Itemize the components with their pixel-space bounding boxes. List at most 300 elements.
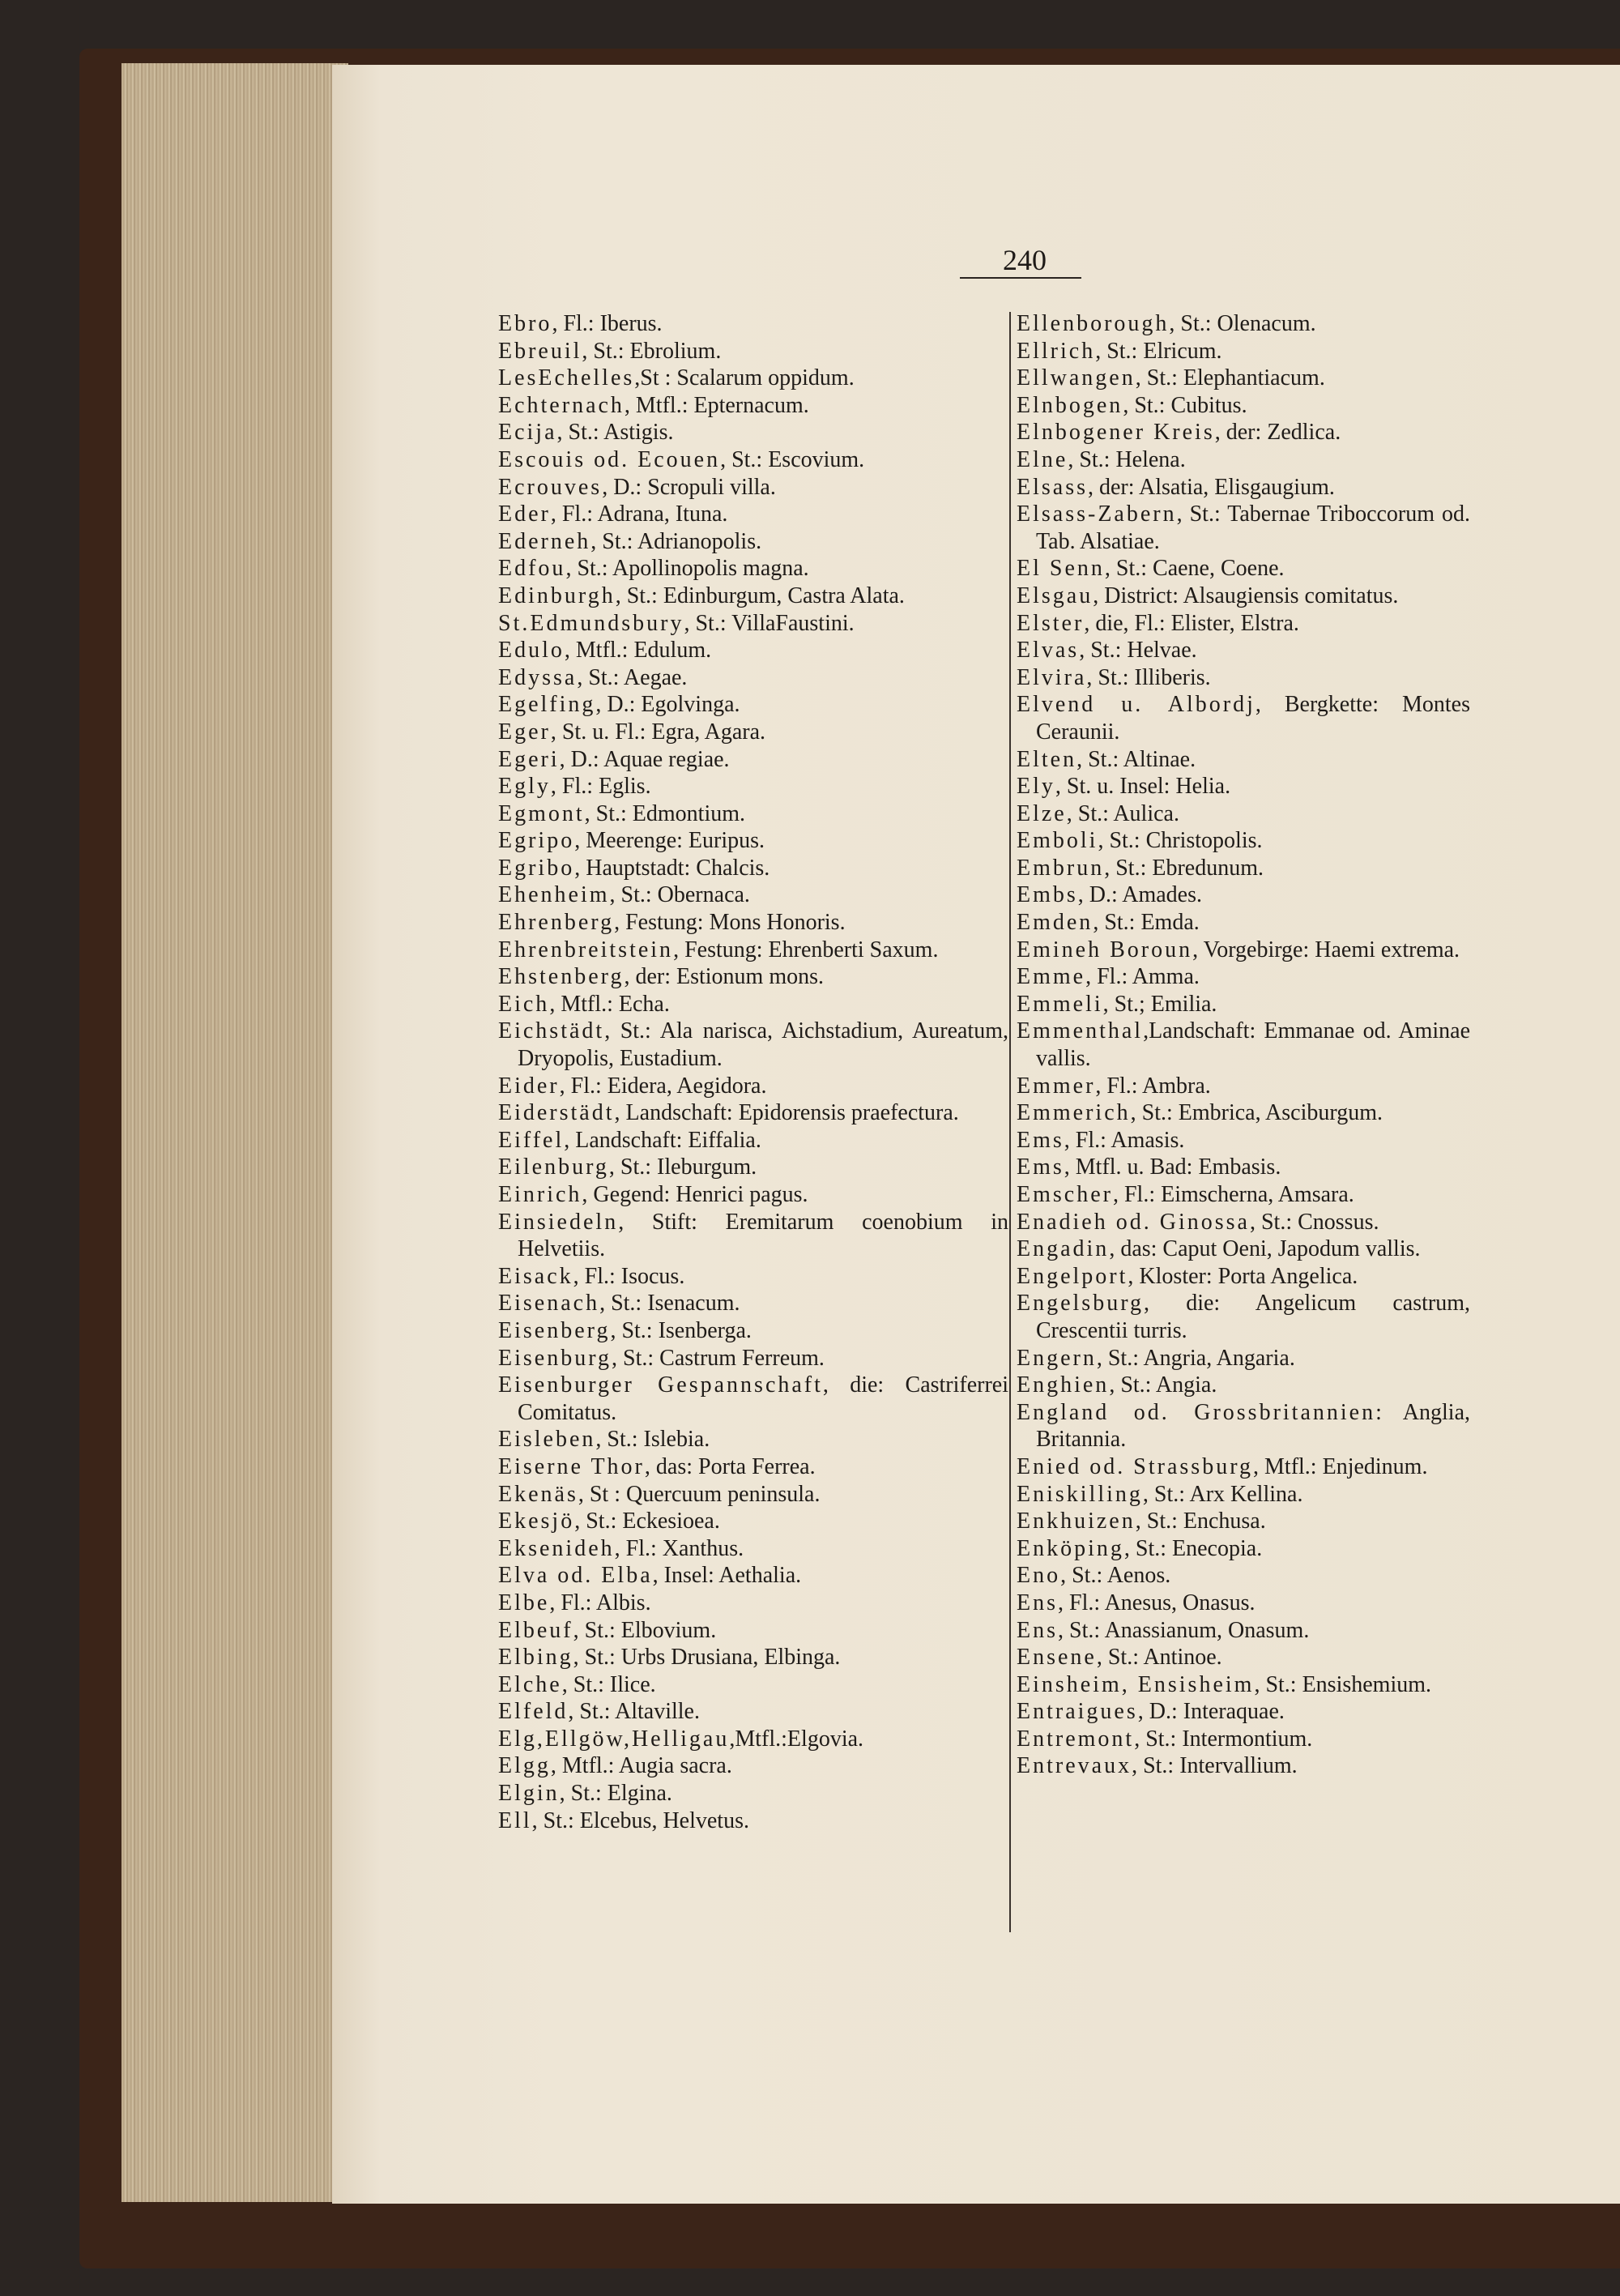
entry-definition: , St.: Tabernae Triboccorum od. Tab. Alsatiae. bbox=[1036, 501, 1470, 554]
dictionary-entry bbox=[498, 474, 1008, 501]
entry-definition: , St.: Ilice. bbox=[561, 1671, 656, 1697]
entry-headword: Emineh Boroun bbox=[1017, 937, 1193, 962]
entry-definition: , St.: Intervallium. bbox=[1132, 1753, 1298, 1779]
entry-headword: Elbe bbox=[498, 1590, 550, 1615]
entry-definition: , St.: Anassianum, Onasum. bbox=[1058, 1617, 1310, 1643]
entry-headword: Eksenideh bbox=[498, 1535, 615, 1561]
entry-definition: , St.: Olenacum. bbox=[1169, 311, 1316, 336]
entry-definition: , Fl.: Albis. bbox=[549, 1590, 651, 1615]
entry-definition: , St.: Illiberis. bbox=[1086, 664, 1211, 690]
entry-definition: , der: Estionum mons. bbox=[624, 964, 824, 990]
entry-headword: St.Edmundsbury bbox=[498, 610, 684, 636]
entry-definition: , Mtfl.: Augia sacra. bbox=[550, 1753, 732, 1779]
entry-headword: Edinburgh bbox=[498, 583, 616, 608]
entry-definition: , St.: Elcebus, Helvetus. bbox=[531, 1807, 749, 1833]
entry-definition: , St.: Elricum. bbox=[1095, 338, 1222, 364]
entry-headword: Entrevaux bbox=[1017, 1753, 1132, 1779]
entry-definition: ,St : Scalarum oppidum. bbox=[634, 365, 855, 391]
entry-headword: Eno bbox=[1017, 1563, 1061, 1589]
entry-headword: Eisleben bbox=[498, 1427, 596, 1453]
entry-definition: , Fl.: Isocus. bbox=[573, 1263, 685, 1289]
entry-headword: Ehrenberg bbox=[498, 910, 615, 936]
entry-definition: , St.: Adrianopolis. bbox=[590, 528, 762, 554]
entry-headword: Emmer bbox=[1017, 1073, 1096, 1099]
dictionary-entry bbox=[498, 1372, 1008, 1426]
entry-headword: Ebro bbox=[498, 311, 552, 336]
dictionary-entry bbox=[1017, 1644, 1470, 1671]
entry-headword: Elze bbox=[1017, 800, 1067, 826]
dictionary-entry bbox=[498, 1535, 1008, 1563]
dictionary-entry bbox=[498, 1181, 1008, 1209]
dictionary-entry bbox=[1017, 1453, 1470, 1481]
entry-headword: England od. Grossbritannien bbox=[1017, 1399, 1376, 1425]
dictionary-entry bbox=[498, 1481, 1008, 1509]
entry-definition: , D.: Scropuli villa. bbox=[602, 474, 776, 500]
entry-headword: Ellrich bbox=[1017, 338, 1096, 364]
entry-definition: , Mtfl.: Epternacum. bbox=[624, 392, 809, 418]
entry-headword: Entremont bbox=[1017, 1726, 1135, 1752]
dictionary-entry bbox=[498, 1671, 1008, 1699]
dictionary-entry bbox=[498, 1807, 1008, 1835]
entry-definition: , D.: Amades. bbox=[1077, 882, 1202, 908]
dictionary-entry bbox=[498, 610, 1008, 638]
entry-headword: Ellwangen bbox=[1017, 365, 1136, 391]
entry-definition: , St.: Embrica, Asciburgum. bbox=[1130, 1100, 1383, 1126]
dictionary-entry bbox=[1017, 773, 1470, 800]
dictionary-entry bbox=[498, 1562, 1008, 1590]
dictionary-entry bbox=[498, 1099, 1008, 1127]
dictionary-entry bbox=[498, 338, 1008, 365]
entry-definition: , Festung: Mons Honoris. bbox=[614, 910, 846, 936]
entry-definition: , St.: Isenberga. bbox=[610, 1317, 752, 1343]
entry-definition: , der: Zedlica. bbox=[1214, 420, 1341, 446]
dictionary-entry bbox=[1017, 1752, 1470, 1780]
entry-headword: Elgin bbox=[498, 1781, 560, 1807]
entry-headword: Escouis od. Ecouen bbox=[498, 446, 721, 472]
dictionary-entry bbox=[498, 1698, 1008, 1726]
entry-headword: Elnbogener Kreis bbox=[1017, 420, 1215, 446]
entry-headword: Eisack bbox=[498, 1263, 573, 1289]
entry-definition: , D.: Interaquae. bbox=[1137, 1699, 1285, 1725]
dictionary-entry bbox=[1017, 991, 1470, 1018]
entry-definition: , St.: Elbovium. bbox=[573, 1617, 717, 1643]
entry-headword: Egelfing bbox=[498, 692, 596, 718]
entry-definition: , St.: Astigis. bbox=[556, 420, 674, 446]
dictionary-entry bbox=[498, 1426, 1008, 1453]
entry-headword: Emscher bbox=[1017, 1182, 1113, 1207]
dictionary-entry bbox=[1017, 501, 1470, 555]
entry-definition: , der: Alsatia, Elisgaugium. bbox=[1088, 474, 1335, 500]
dictionary-entry bbox=[498, 691, 1008, 719]
entry-headword: Egribo bbox=[498, 855, 575, 881]
entry-headword: Enkhuizen bbox=[1017, 1509, 1136, 1534]
dictionary-entry bbox=[498, 1453, 1008, 1481]
entry-definition: , die, Fl.: Elister, Elstra. bbox=[1084, 610, 1299, 636]
dictionary-entry bbox=[1017, 1372, 1470, 1399]
dictionary-entry bbox=[498, 827, 1008, 855]
dictionary-entry bbox=[1017, 963, 1470, 991]
dictionary-entry bbox=[498, 310, 1008, 338]
entry-headword: Emme bbox=[1017, 964, 1086, 990]
entry-headword: Elgg bbox=[498, 1753, 551, 1779]
dictionary-entry bbox=[498, 419, 1008, 446]
entry-headword: Engern bbox=[1017, 1345, 1097, 1371]
entry-definition: , St.: Aulica. bbox=[1066, 800, 1179, 826]
entry-definition: , St.: Ebrolium. bbox=[582, 338, 722, 364]
entry-headword: Ems bbox=[1017, 1127, 1064, 1153]
entry-definition: , St.: Antinoe. bbox=[1096, 1645, 1222, 1671]
dictionary-entry bbox=[1017, 1154, 1470, 1181]
entry-headword: Embs bbox=[1017, 882, 1078, 908]
dictionary-entry bbox=[498, 991, 1008, 1018]
entry-headword: Emboli bbox=[1017, 828, 1098, 854]
entry-headword: Ems bbox=[1017, 1154, 1064, 1180]
entry-definition: , St. u. Insel: Helia. bbox=[1055, 774, 1231, 800]
entry-headword: Elva od. Elba bbox=[498, 1563, 653, 1589]
entry-definition: , Gegend: Henrici pagus. bbox=[582, 1182, 808, 1207]
entry-definition: , St.: Eckesioea. bbox=[574, 1509, 720, 1534]
entry-definition: , St.: Urbs Drusiana, Elbinga. bbox=[573, 1645, 841, 1671]
dictionary-entry bbox=[1017, 474, 1470, 501]
entry-headword: Ederneh bbox=[498, 528, 591, 554]
dictionary-entry bbox=[1017, 1698, 1470, 1726]
entry-headword: Edfou bbox=[498, 556, 566, 582]
dictionary-entry bbox=[498, 365, 1008, 392]
dictionary-entry bbox=[498, 1726, 1008, 1753]
entry-definition: , Fl.: Iberus. bbox=[552, 311, 663, 336]
entry-definition: , Mtfl.: Enjedinum. bbox=[1253, 1453, 1428, 1479]
dictionary-entry bbox=[498, 446, 1008, 474]
dictionary-entry bbox=[1017, 338, 1470, 365]
entry-headword: Eniskilling bbox=[1017, 1481, 1143, 1507]
entry-headword: Egripo bbox=[498, 828, 575, 854]
dictionary-entry bbox=[498, 1508, 1008, 1535]
entry-headword: Elche bbox=[498, 1671, 562, 1697]
entry-definition: , District: Alsaugiensis comitatus. bbox=[1093, 583, 1399, 608]
dictionary-entry bbox=[1017, 746, 1470, 774]
entry-definition: , St.: Edinburgum, Castra Alata. bbox=[615, 583, 905, 608]
entry-definition: , St.: Ala narisca, Aichstadium, Aureatum, Dryopolis, Eustadium. bbox=[518, 1018, 1008, 1072]
entry-headword: Elster bbox=[1017, 610, 1085, 636]
dictionary-entry bbox=[498, 637, 1008, 664]
entry-definition: , St.: Helvae. bbox=[1079, 638, 1197, 664]
entry-headword: Einsiedeln bbox=[498, 1209, 619, 1235]
dictionary-entry bbox=[498, 1590, 1008, 1617]
entry-definition: , Insel: Aethalia. bbox=[652, 1563, 802, 1589]
entry-definition: , St. u. Fl.: Egra, Agara. bbox=[550, 719, 766, 745]
entry-headword: Ellenborough bbox=[1017, 311, 1170, 336]
entry-headword: Egmont bbox=[498, 800, 585, 826]
entry-definition: , Fl.: Xanthus. bbox=[614, 1535, 744, 1561]
entry-headword: Elne bbox=[1017, 446, 1068, 472]
dictionary-entry bbox=[1017, 1235, 1470, 1263]
entry-definition: , St : Quercuum peninsula. bbox=[578, 1481, 821, 1507]
dictionary-entry bbox=[1017, 1018, 1470, 1072]
entry-definition: , St.: Elephantiacum. bbox=[1135, 365, 1325, 391]
entry-definition: , St.: Christopolis. bbox=[1098, 828, 1263, 854]
entry-headword: Ehstenberg bbox=[498, 964, 625, 990]
entry-headword: Eisenberg bbox=[498, 1317, 611, 1343]
entry-headword: Enköping bbox=[1017, 1535, 1124, 1561]
entry-definition: , St.: Helena. bbox=[1068, 446, 1186, 472]
entry-headword: Eisenburger Gespannschaft bbox=[498, 1372, 823, 1398]
dictionary-entry bbox=[498, 800, 1008, 828]
entry-headword: Ensene bbox=[1017, 1645, 1097, 1671]
entry-definition: , Fl.: Ambra. bbox=[1095, 1073, 1211, 1099]
entry-headword: Edyssa bbox=[498, 664, 578, 690]
dictionary-entry bbox=[498, 583, 1008, 610]
entry-definition: , Stift: Eremitarum coenobium in Helvetiis. bbox=[518, 1209, 1008, 1262]
entry-headword: Emmenthal bbox=[1017, 1018, 1144, 1044]
entry-definition: , Kloster: Porta Angelica. bbox=[1128, 1263, 1358, 1289]
dictionary-entry bbox=[1017, 1671, 1470, 1699]
entry-headword: Engelsburg bbox=[1017, 1291, 1145, 1317]
entry-headword: Enadieh od. Ginossa bbox=[1017, 1209, 1250, 1235]
page-edges bbox=[122, 63, 348, 2202]
entry-headword: Einrich bbox=[498, 1182, 582, 1207]
entry-definition: , Landschaft: Epidorensis praefectura. bbox=[614, 1100, 959, 1126]
entry-definition: , Bergkette: Montes Ceraunii. bbox=[1036, 692, 1470, 745]
entry-headword: Elnbogen bbox=[1017, 392, 1123, 418]
dictionary-entry bbox=[498, 664, 1008, 692]
entry-headword: Eich bbox=[498, 991, 550, 1017]
dictionary-entry bbox=[498, 909, 1008, 937]
dictionary-entry bbox=[1017, 800, 1470, 828]
entry-definition: , Hauptstadt: Chalcis. bbox=[574, 855, 770, 881]
dictionary-entry bbox=[498, 1752, 1008, 1780]
entry-definition: , Fl.: Amma. bbox=[1085, 964, 1200, 990]
dictionary-entry bbox=[498, 1209, 1008, 1263]
dictionary-entry bbox=[498, 773, 1008, 800]
entry-headword: Ell bbox=[498, 1807, 532, 1833]
entry-definition: ,Landschaft: Emmanae od. Aminae vallis. bbox=[1036, 1018, 1470, 1072]
entry-headword: Enied od. Strassburg bbox=[1017, 1453, 1254, 1479]
entry-headword: Ens bbox=[1017, 1617, 1058, 1643]
dictionary-entry bbox=[1017, 881, 1470, 909]
entry-definition: , St.: Isenacum. bbox=[599, 1291, 740, 1317]
entry-definition: , Fl.: Anesus, Onasus. bbox=[1058, 1590, 1256, 1615]
entry-definition: , St.: VillaFaustini. bbox=[684, 610, 855, 636]
column-divider bbox=[1009, 312, 1011, 1932]
dictionary-entry bbox=[498, 1127, 1008, 1154]
dictionary-entry bbox=[498, 937, 1008, 964]
dictionary-entry bbox=[1017, 937, 1470, 964]
entry-definition: , St.: Caene, Coene. bbox=[1104, 556, 1285, 582]
dictionary-entry bbox=[1017, 610, 1470, 638]
entry-headword: Eiderstädt bbox=[498, 1100, 615, 1126]
entry-definition: , St.: Ileburgum. bbox=[608, 1154, 757, 1180]
dictionary-entry bbox=[1017, 1345, 1470, 1372]
entry-headword: Ecrouves bbox=[498, 474, 603, 500]
dictionary-entry bbox=[498, 1345, 1008, 1372]
entry-headword: Ehenheim bbox=[498, 882, 610, 908]
entry-headword: Ely bbox=[1017, 774, 1055, 800]
dictionary-entry bbox=[1017, 827, 1470, 855]
entry-headword: Elbing bbox=[498, 1645, 573, 1671]
dictionary-entry bbox=[498, 1263, 1008, 1291]
entry-headword: Entraigues bbox=[1017, 1699, 1138, 1725]
dictionary-entry bbox=[1017, 1726, 1470, 1753]
entry-headword: Ens bbox=[1017, 1590, 1058, 1615]
entry-headword: Eisenach bbox=[498, 1291, 600, 1317]
entry-definition: , St.: Cnossus. bbox=[1249, 1209, 1379, 1235]
dictionary-entry bbox=[1017, 365, 1470, 392]
entry-headword: Edulo bbox=[498, 638, 565, 664]
dictionary-entry bbox=[1017, 1508, 1470, 1535]
entry-headword: LesEchelles bbox=[498, 365, 635, 391]
entry-headword: Eisenburg bbox=[498, 1345, 612, 1371]
entry-headword: Ekesjö bbox=[498, 1509, 575, 1534]
dictionary-entry bbox=[498, 555, 1008, 583]
dictionary-entry bbox=[1017, 1263, 1470, 1291]
entry-definition: , St.; Emilia. bbox=[1102, 991, 1217, 1017]
dictionary-entry bbox=[498, 1317, 1008, 1345]
entry-headword: Eichstädt bbox=[498, 1018, 605, 1044]
dictionary-entry bbox=[1017, 583, 1470, 610]
dictionary-entry bbox=[498, 1780, 1008, 1807]
entry-definition: , St.: Enecopia. bbox=[1123, 1535, 1263, 1561]
entry-headword: Ekenäs bbox=[498, 1481, 578, 1507]
entry-headword: El Senn bbox=[1017, 556, 1105, 582]
entry-definition: , das: Caput Oeni, Japodum vallis. bbox=[1109, 1236, 1421, 1262]
dictionary-entry bbox=[498, 719, 1008, 746]
dictionary-entry bbox=[498, 963, 1008, 991]
entry-definition: , Mtfl. u. Bad: Embasis. bbox=[1064, 1154, 1281, 1180]
entry-definition: , St.: Ensishemium. bbox=[1254, 1671, 1432, 1697]
dictionary-entry bbox=[498, 1154, 1008, 1181]
dictionary-entry bbox=[1017, 1590, 1470, 1617]
left-column bbox=[498, 310, 1008, 1834]
entry-headword: Elbeuf bbox=[498, 1617, 573, 1643]
entry-headword: Engadin bbox=[1017, 1236, 1110, 1262]
entry-headword: Eilenburg bbox=[498, 1154, 609, 1180]
entry-headword: Embrun bbox=[1017, 855, 1105, 881]
dictionary-entry bbox=[1017, 1209, 1470, 1236]
entry-definition: , St.: Cubitus. bbox=[1123, 392, 1247, 418]
entry-definition: : Anglia, Britannia. bbox=[1036, 1399, 1470, 1453]
entry-definition: , die: Castriferrei Comitatus. bbox=[518, 1372, 1009, 1425]
entry-definition: , Meerenge: Euripus. bbox=[574, 828, 765, 854]
entry-headword: Egly bbox=[498, 774, 551, 800]
right-column bbox=[1017, 310, 1470, 1780]
entry-definition: ,Mtfl.:Elgovia. bbox=[729, 1726, 864, 1752]
entry-headword: Ecija bbox=[498, 420, 557, 446]
entry-headword: Elvira bbox=[1017, 664, 1087, 690]
entry-definition: , St.: Emda. bbox=[1093, 910, 1200, 936]
dictionary-entry bbox=[1017, 664, 1470, 692]
entry-definition: , St.: Angria, Angaria. bbox=[1096, 1345, 1295, 1371]
dictionary-entry bbox=[1017, 1535, 1470, 1563]
entry-headword: Eiffel bbox=[498, 1127, 565, 1153]
entry-headword: Elg,Ellgöw,Helligau bbox=[498, 1726, 730, 1752]
entry-headword: Eger bbox=[498, 719, 551, 745]
header-rule bbox=[960, 277, 1081, 279]
dictionary-entry bbox=[498, 1073, 1008, 1100]
entry-definition: , die: Angelicum castrum, Crescentii turris. bbox=[1036, 1291, 1470, 1343]
dictionary-entry bbox=[1017, 555, 1470, 583]
entry-definition: , Mtfl.: Echa. bbox=[549, 991, 670, 1017]
entry-definition: , St.: Apollinopolis magna. bbox=[565, 556, 809, 582]
entry-headword: Egeri bbox=[498, 746, 560, 772]
dictionary-entry bbox=[498, 881, 1008, 909]
dictionary-entry bbox=[498, 1290, 1008, 1317]
dictionary-entry bbox=[1017, 1099, 1470, 1127]
dictionary-entry bbox=[1017, 419, 1470, 446]
entry-definition: , D.: Aquae regiae. bbox=[559, 746, 730, 772]
dictionary-entry bbox=[498, 392, 1008, 420]
entry-headword: Emmerich bbox=[1017, 1100, 1131, 1126]
entry-definition: , Landschaft: Eiffalia. bbox=[564, 1127, 761, 1153]
entry-definition: , St.: Altinae. bbox=[1076, 746, 1196, 772]
dictionary-entry bbox=[1017, 446, 1470, 474]
entry-definition: , St.: Intermontium. bbox=[1134, 1726, 1313, 1752]
dictionary-entry bbox=[1017, 1562, 1470, 1590]
entry-headword: Eiserne Thor bbox=[498, 1453, 645, 1479]
entry-definition: , Festung: Ehrenberti Saxum. bbox=[673, 937, 939, 962]
entry-headword: Eder bbox=[498, 501, 551, 527]
entry-headword: Ebreuil bbox=[498, 338, 582, 364]
entry-definition: , Fl.: Eidera, Aegidora. bbox=[559, 1073, 767, 1099]
entry-definition: , Vorgebirge: Haemi extrema. bbox=[1192, 937, 1460, 962]
dictionary-entry bbox=[1017, 909, 1470, 937]
dictionary-entry bbox=[1017, 1127, 1470, 1154]
dictionary-entry bbox=[1017, 1399, 1470, 1453]
entry-definition: , St.: Angia. bbox=[1109, 1372, 1217, 1398]
entry-headword: Elfeld bbox=[498, 1699, 569, 1725]
entry-headword: Engelport bbox=[1017, 1263, 1128, 1289]
entry-definition: , St.: Aenos. bbox=[1060, 1563, 1171, 1589]
entry-headword: Enghien bbox=[1017, 1372, 1110, 1398]
dictionary-entry bbox=[1017, 310, 1470, 338]
entry-definition: , St.: Islebia. bbox=[595, 1427, 710, 1453]
dictionary-entry bbox=[1017, 1617, 1470, 1645]
dictionary-entry bbox=[1017, 1290, 1470, 1344]
dictionary-entry bbox=[498, 855, 1008, 882]
entry-headword: Eider bbox=[498, 1073, 560, 1099]
entry-definition: , Fl.: Eglis. bbox=[550, 774, 651, 800]
entry-definition: , St.: Arx Kellina. bbox=[1142, 1481, 1303, 1507]
entry-definition: , St.: Escovium. bbox=[720, 446, 865, 472]
dictionary-entry bbox=[498, 1617, 1008, 1645]
dictionary-entry bbox=[498, 1018, 1008, 1072]
entry-definition: , St.: Castrum Ferreum. bbox=[612, 1345, 825, 1371]
dictionary-entry bbox=[1017, 392, 1470, 420]
page-number: 240 bbox=[1003, 244, 1047, 276]
entry-definition: , das: Porta Ferrea. bbox=[644, 1453, 816, 1479]
entry-definition: , Fl.: Amasis. bbox=[1064, 1127, 1185, 1153]
dictionary-entry bbox=[498, 746, 1008, 774]
entry-definition: , Fl.: Eimscherna, Amsara. bbox=[1112, 1182, 1354, 1207]
entry-definition: , St.: Enchusa. bbox=[1135, 1509, 1266, 1534]
entry-definition: , St.: Aegae. bbox=[577, 664, 688, 690]
dictionary-entry bbox=[1017, 1073, 1470, 1100]
entry-headword: Elten bbox=[1017, 746, 1077, 772]
dictionary-entry bbox=[1017, 855, 1470, 882]
dictionary-entry bbox=[498, 528, 1008, 556]
entry-definition: , St.: Elgina. bbox=[559, 1781, 672, 1807]
entry-headword: Emmeli bbox=[1017, 991, 1103, 1017]
entry-definition: , St.: Obernaca. bbox=[609, 882, 750, 908]
dictionary-entry bbox=[1017, 691, 1470, 745]
dictionary-entry bbox=[1017, 1481, 1470, 1509]
entry-definition: , Mtfl.: Edulum. bbox=[564, 638, 712, 664]
entry-definition: , D.: Egolvinga. bbox=[595, 692, 740, 718]
entry-headword: Elsgau bbox=[1017, 583, 1094, 608]
dictionary-entry bbox=[1017, 637, 1470, 664]
entry-headword: Elvend u. Albordj bbox=[1017, 692, 1256, 718]
dictionary-entry bbox=[498, 501, 1008, 528]
entry-headword: Elsass-Zabern bbox=[1017, 501, 1177, 527]
